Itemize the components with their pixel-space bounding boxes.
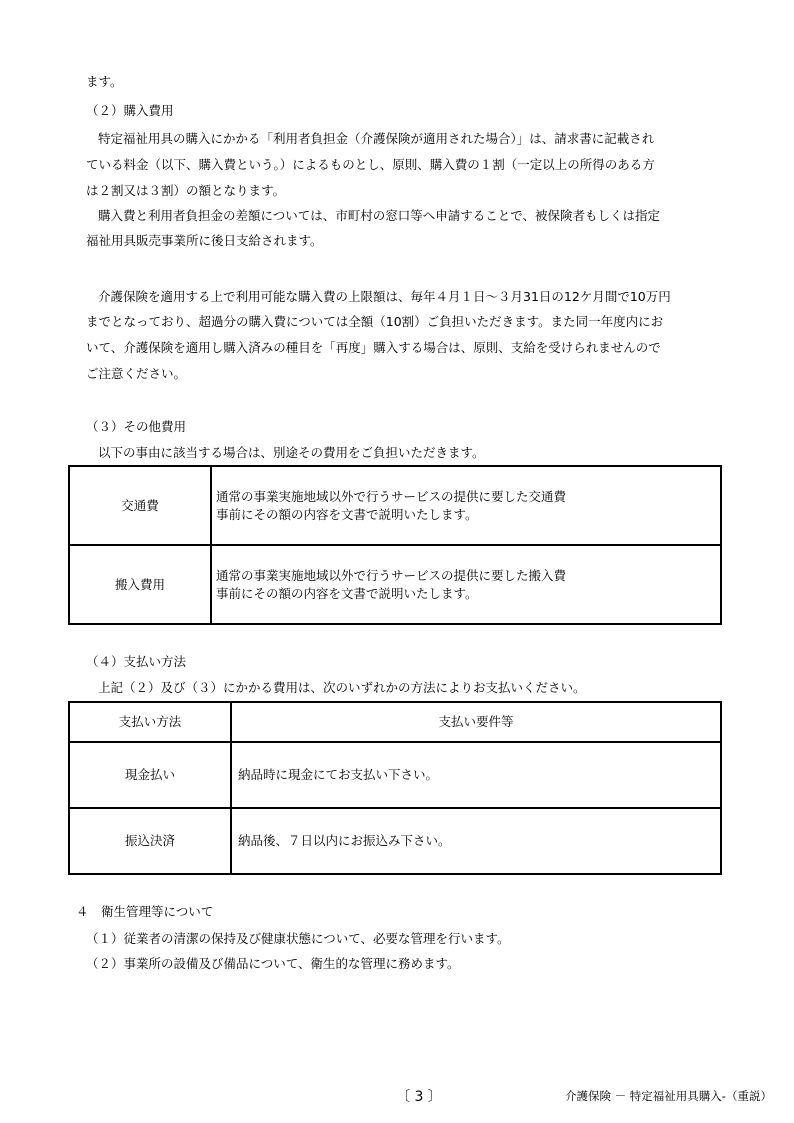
payment-method-transfer: 振込決済 — [69, 808, 231, 874]
paragraph-1-line-2: ている料金（以下、購入費という。）によるものとし、原則、購入費の１割（一定以上の所得のある方 — [86, 157, 655, 172]
section-4-intro: 上記（２）及び（３）にかかる費用は、次のいずれかの方法によりお支払いください。 — [98, 680, 586, 695]
hygiene-item-1: （１）従業者の清潔の保持及び健康状態について、必要な管理を行います。 — [86, 931, 510, 946]
table-row — [69, 466, 721, 545]
cost-description-line: 通常の事業実施地域以外で行うサービスの提供に要した搬入費 — [216, 567, 567, 583]
text-line-continuation: ます。 — [86, 74, 123, 89]
other-costs-table — [68, 465, 722, 625]
paragraph-3-line-2: までとなっており、超過分の購入費については全額（10割）ご負担いただきます。また同一年度内にお — [86, 314, 664, 329]
cost-description-line: 事前にその額の内容を文書で説明いたします。 — [216, 585, 478, 601]
payment-requirement: 納品時に現金にてお支払い下さい。 — [231, 742, 721, 808]
paragraph-2-line-1: 購入費と利用者負担金の差額については、市町村の窓口等へ申請することで、被保険者もしくは指定 — [98, 208, 661, 223]
table-row — [69, 742, 721, 808]
payment-requirement: 納品後、７日以内にお振込み下さい。 — [231, 808, 721, 874]
payment-method-table — [68, 701, 722, 875]
footer-document-title: 介護保険 － 特定福祉用具購入-（重説） — [565, 1089, 772, 1103]
section-3-intro: 以下の事由に該当する場合は、別途その費用をご負担いただきます。 — [98, 445, 485, 460]
cost-label-delivery: 搬入費用 — [69, 545, 211, 624]
paragraph-1-line-1: 特定福祉用具の購入にかかる「利用者負担金（介護保険が適用された場合）」は、請求書に記載され — [98, 131, 655, 146]
paragraph-1-line-3: は２割又は３割）の額となります。 — [86, 183, 286, 198]
table-header-row — [69, 702, 721, 742]
paragraph-3-line-3: いて、介護保険を適用し購入済みの種目を「再度」購入する場合は、原則、支給を受けられませんので — [86, 340, 661, 355]
section-heading-hygiene: ４ 衛生管理等について — [76, 904, 214, 919]
section-3-heading: （３）その他費用 — [86, 419, 187, 434]
section-2-heading: （２）購入費用 — [86, 103, 174, 118]
hygiene-item-2: （２）事業所の設備及び備品について、衛生的な管理に務めます。 — [86, 956, 460, 971]
header-payment-method: 支払い方法 — [69, 702, 231, 742]
paragraph-2-line-2: 福祉用具販売事業所に後日支給されます。 — [86, 233, 323, 248]
table-row — [69, 545, 721, 624]
paragraph-3-line-4: ご注意ください。 — [86, 366, 187, 381]
paragraph-3-line-1: 介護保険を適用する上で利用可能な購入費の上限額は、毎年４月１日～３月31日の12ケ月間で10万円 — [98, 289, 671, 304]
page-number: 〔 3 〕 — [396, 1089, 442, 1105]
cost-description-line: 事前にその額の内容を文書で説明いたします。 — [216, 506, 478, 522]
table-row — [69, 808, 721, 874]
cost-description — [211, 466, 721, 545]
header-payment-requirements: 支払い要件等 — [231, 702, 721, 742]
cost-description-line: 通常の事業実施地域以外で行うサービスの提供に要した交通費 — [216, 488, 567, 504]
section-4-sub-heading: （４）支払い方法 — [86, 654, 187, 669]
cost-description — [211, 545, 721, 624]
payment-method-cash: 現金払い — [69, 742, 231, 808]
cost-label-transport: 交通費 — [69, 466, 211, 545]
